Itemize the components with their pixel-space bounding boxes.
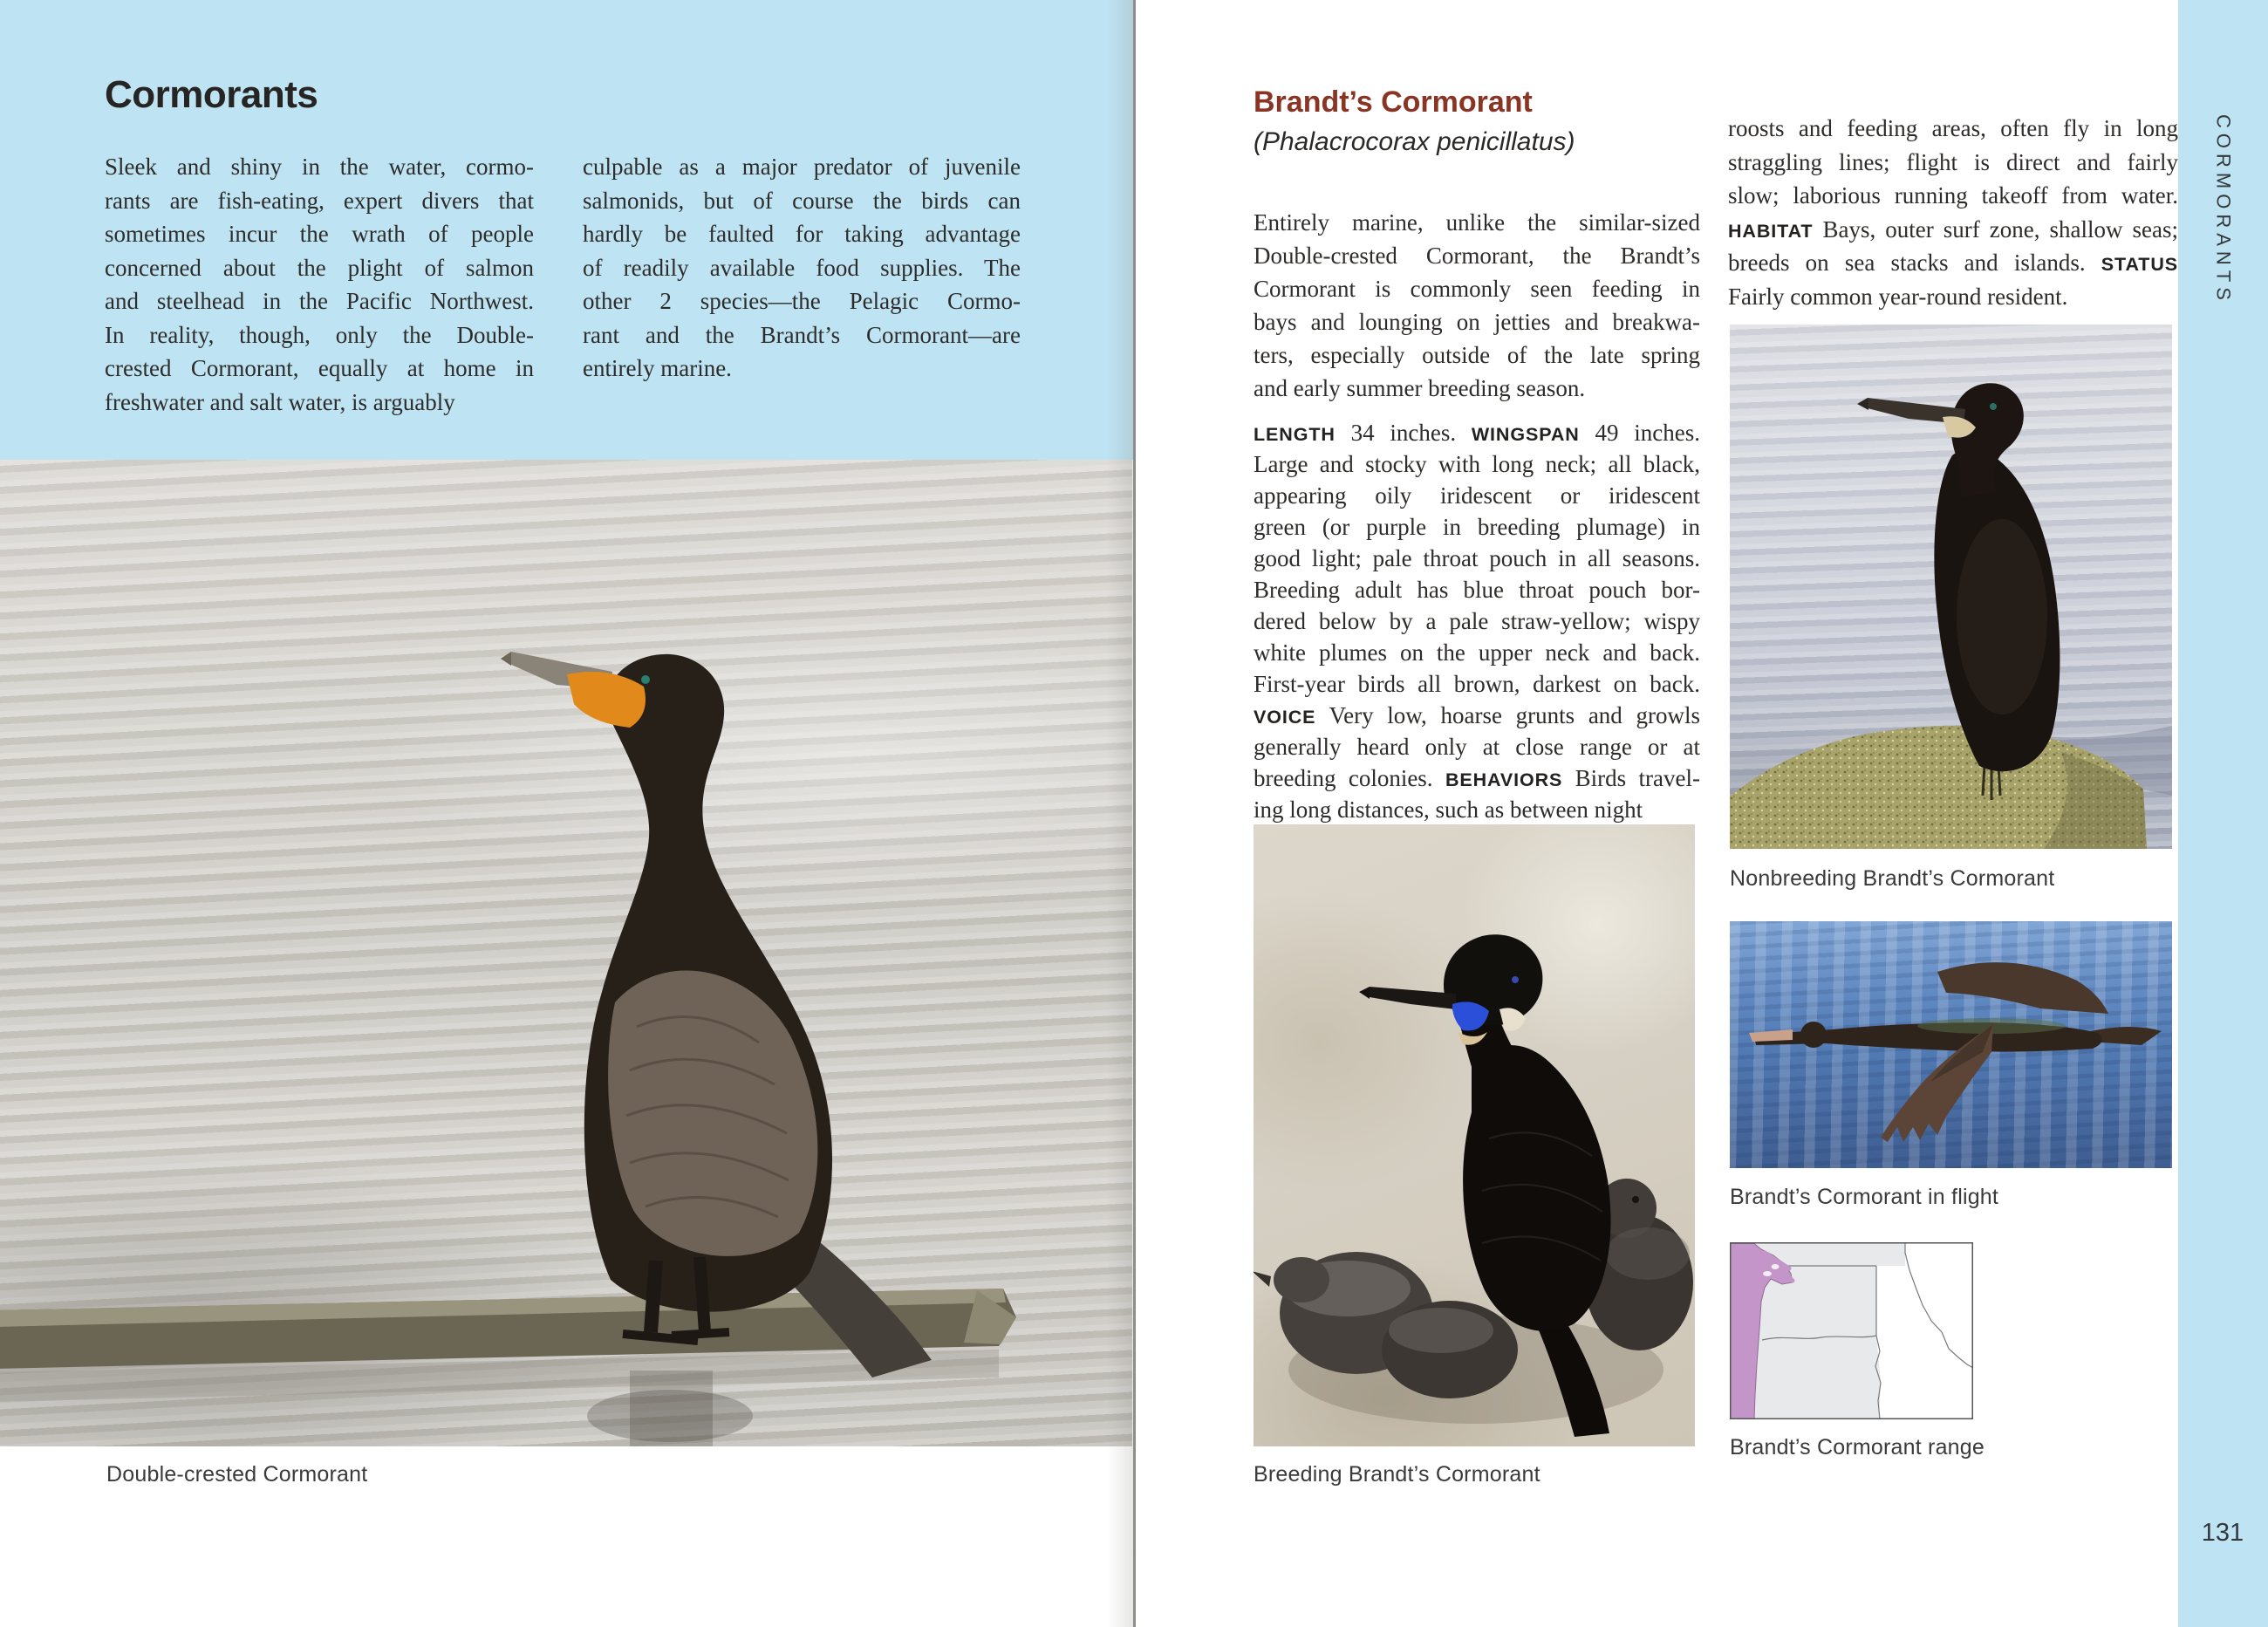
nonbreeding-cormorant-illustration [1730, 325, 2172, 849]
page-gutter-line [1133, 0, 1136, 1627]
species-heading: Brandt’s Cormorant [1254, 85, 1533, 119]
photo-breeding-brandts-cormorant [1254, 824, 1695, 1446]
page-number: 131 [2201, 1519, 2244, 1547]
caption-range: Brandt’s Cormorant range [1730, 1435, 1984, 1460]
caption-breeding: Breeding Brandt’s Cormorant [1254, 1462, 1540, 1487]
continuation-paragraph: roosts and feeding areas, often fly in long straggling lines; flight is direct and fairly slow; laborious running takeoff from water. HABITAT Bays, outer surf zone, shallow seas; breeds on sea stacks and islands. STATUS Fairly common year-round resident. [1728, 115, 2178, 310]
tab-label-cormorants: CORMORANTS [2212, 113, 2235, 305]
flying-cormorant-illustration [1730, 921, 2172, 1168]
overview-paragraph: Entirely marine, unlike the similar-sized Double-crested Cormorant, the Brandt’s Cormorant is commonly seen feeding in bays and lounging on jetties and breakwa- ters, especially outside of the late spring and early summer breeding season. [1254, 209, 1700, 401]
fieldmarks-paragraph: LENGTH 34 inches. WINGSPAN 49 inches. Large and stocky with long neck; all black, appearing oily iridescent or iridescent green (or purple in breeding plumage) in good light; pale throat pouch in all seasons. Breeding adult has blue throat pouch bor- dered below by a pale straw-yellow; wispy white plumes on the upper neck and back. First-year birds all brown, darkest on back. VOICE Very low, hoarse grunts and growls generally heard only at close range or at breeding colonies. BEHAVIORS Birds travel- ing long distances, such as between night [1254, 420, 1700, 823]
page-gutter-shadow [1107, 0, 1133, 1627]
caption-double-crested-cormorant: Double-crested Cormorant [106, 1462, 368, 1487]
caption-nonbreeding: Nonbreeding Brandt’s Cormorant [1730, 866, 2055, 891]
scientific-name: (Phalacrocorax penicillatus) [1254, 127, 1575, 156]
breeding-cormorant-illustration [1254, 824, 1695, 1446]
section-title: Cormorants [105, 73, 318, 116]
range-map [1730, 1242, 1973, 1419]
intro-column-2: culpable as a major predator of juvenile salmonids, but of course the birds can hardly be faulted for taking advantage of readily available food supplies. The other 2 species—the Pelagic Cormo- rant and the Brandt’s Cormorant—are entirely marine. [583, 154, 1021, 381]
intro-column-1: Sleek and shiny in the water, cormo- rants are fish-eating, expert divers that sometimes incur the wrath of people concerned about the plight of salmon and steelhead in the Pacific Northwest. In reality, though, only the Double- crested Cormorant, equally at home in freshwater and salt water, is arguably [105, 154, 534, 415]
range-map-illustration [1730, 1242, 1973, 1419]
photo-brandts-cormorant-in-flight [1730, 921, 2172, 1168]
double-crested-cormorant-illustration [0, 460, 1132, 1446]
photo-double-crested-cormorant [0, 460, 1132, 1446]
photo-nonbreeding-brandts-cormorant [1730, 325, 2172, 849]
caption-flight: Brandt’s Cormorant in flight [1730, 1185, 1999, 1209]
